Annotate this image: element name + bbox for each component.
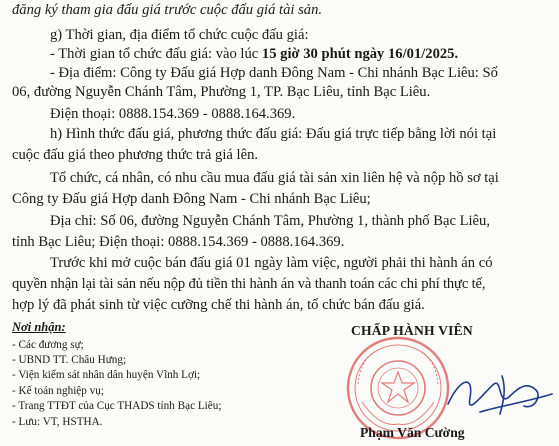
- recipient-item-2: - UBND TT. Châu Hưng;: [12, 354, 127, 366]
- contact-line-1: Tổ chức, cá nhân, có nhu cầu mua đấu giá tài sản xin liên hệ và nộp hồ sơ tại: [50, 170, 499, 186]
- auction-location-line-1: - Địa điểm: Công ty Đấu giá Hợp danh Đông Nam - Chi nhánh Bạc Liêu: Số: [50, 65, 498, 81]
- handwritten-signature-icon: [440, 360, 558, 430]
- redemption-line-2: quyền nhận lại tài sản nếu nộp đủ tiền thi hành án và thanh toán các chi phí thực tế,: [12, 276, 486, 292]
- contact-address-line-1: Địa chỉ: Số 06, đường Nguyễn Chánh Tâm, Phường 1, thành phố Bạc Liêu,: [50, 213, 490, 229]
- recipient-item-4: - Kế toán nghiệp vụ;: [12, 385, 104, 397]
- auction-time-label: - Thời gian tổ chức đấu giá: vào lúc: [50, 46, 262, 62]
- auction-phone-line: Điện thoại: 0888.154.369 - 0888.164.369.: [50, 106, 296, 122]
- auction-location-line-2: 06, đường Nguyễn Chánh Tâm, Phường 1, TP. Bạc Liêu, tỉnh Bạc Liêu.: [12, 84, 431, 100]
- recipient-item-5: - Trang TTĐT của Cục THADS tỉnh Bạc Liêu;: [12, 400, 222, 412]
- redemption-line-3: hợp lý đã phát sinh từ việc cưỡng chế thi hành án, tổ chức bán đấu giá.: [12, 297, 425, 313]
- recipient-item-3: - Viện kiểm sát nhân dân huyện Vĩnh Lợi;: [12, 369, 201, 381]
- signatory-title: CHẤP HÀNH VIÊN: [351, 323, 473, 338]
- recipient-item-6: - Lưu: VT, HSTHA.: [12, 416, 103, 428]
- section-h-line-1: h) Hình thức đấu giá, phương thức đấu giá: Đấu giá trực tiếp bằng lời nói tại: [50, 126, 497, 142]
- contact-line-2: Công ty Đấu giá Hợp danh Đông Nam - Chi nhánh Bạc Liêu;: [12, 191, 371, 207]
- contact-address-line-2: tỉnh Bạc Liêu; Điện thoại: 0888.154.369 - 0888.164.369.: [12, 234, 345, 250]
- auction-time-value: 15 giờ 30 phút ngày 16/01/2025.: [261, 46, 459, 62]
- body-line-1: đăng ký tham gia đấu giá trước cuộc đấu giá tài sản.: [12, 2, 323, 18]
- recipients-heading: Nơi nhận:: [12, 320, 66, 334]
- redemption-line-1: Trước khi mở cuộc bán đấu giá 01 ngày làm việc, người phải thi hành án có: [50, 255, 493, 271]
- section-g-heading: g) Thời gian, địa điểm tổ chức cuộc đấu giá:: [50, 27, 309, 43]
- section-h-line-2: cuộc đấu giá theo phương thức trả giá lên.: [12, 147, 259, 163]
- signer-name: Phạm Văn Cường: [360, 425, 465, 440]
- auction-time-line: [50, 45, 458, 63]
- recipient-item-1: - Các đương sự;: [12, 339, 84, 351]
